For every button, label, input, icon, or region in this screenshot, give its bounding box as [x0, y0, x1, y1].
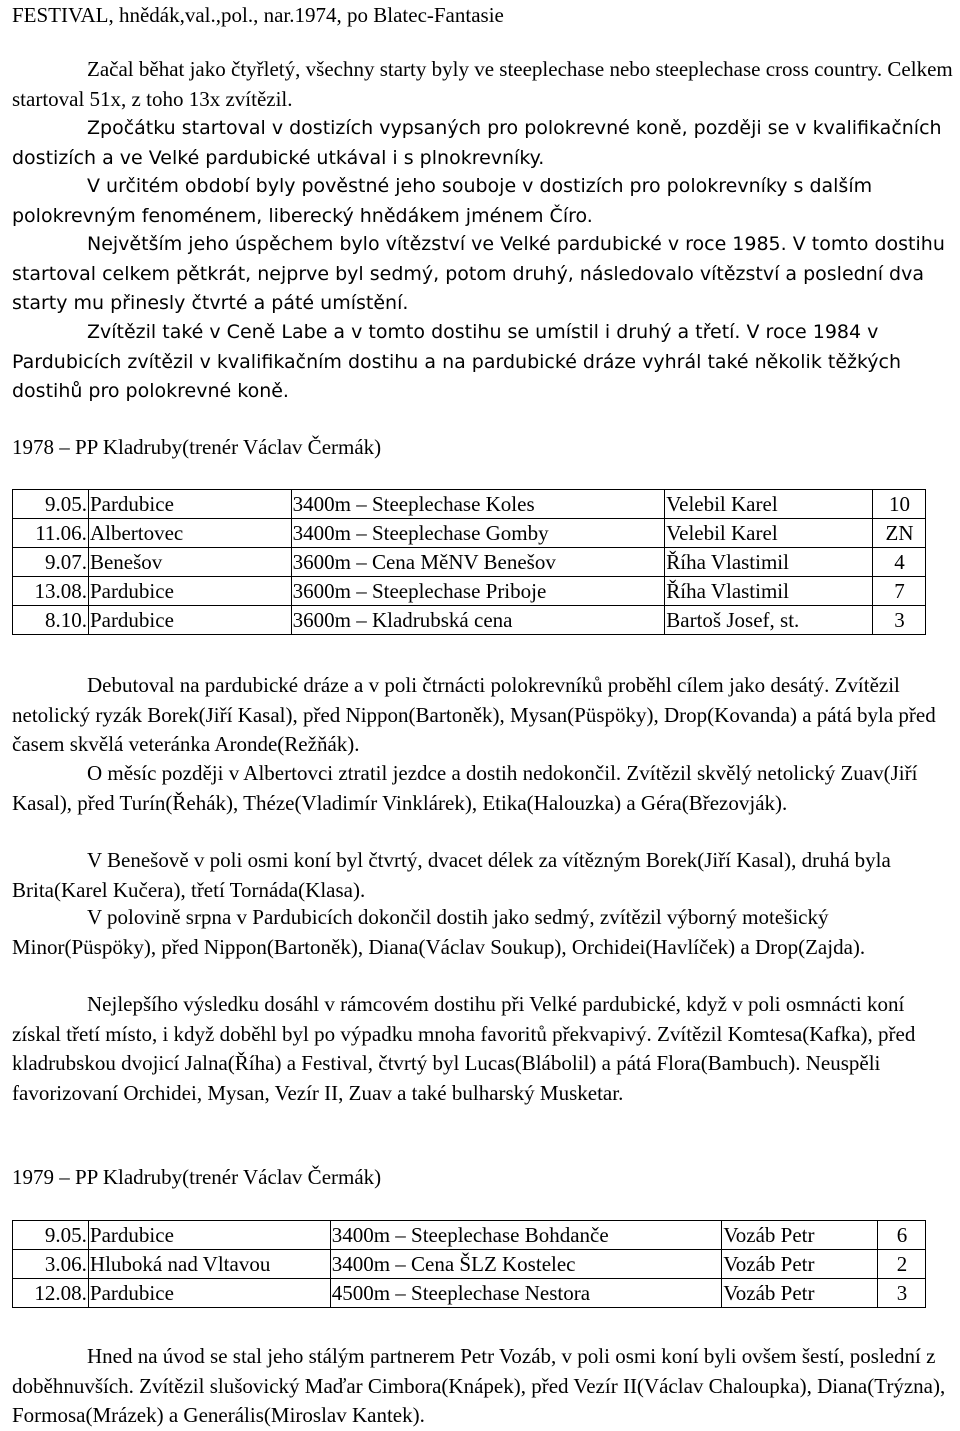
intro-paragraph-2: Zpočátku startoval v dostizích vypsaných pro polokrevné koně, později se v kvalifikačních dostizích a ve Velké pardubické utkával i s plnokrevníky.	[12, 117, 942, 169]
1978-paragraph-4: V polovině srpna v Pardubicích dokončil dostih jako sedmý, zvítězil výborný motešický Minor(Püspöky), před Nippon(Bartoněk), Diana(Václav Soukup), Orchidei(Havlíček) a Drop(Zajda).	[12, 905, 866, 959]
date-cell: 9.07.	[13, 548, 89, 577]
race-cell: 3600m – Steeplechase Priboje	[291, 577, 665, 606]
race-cell: 3400m – Steeplechase Koles	[291, 490, 665, 519]
place-cell: Hluboká nad Vltavou	[88, 1250, 330, 1279]
result-cell: 6	[878, 1221, 926, 1250]
document-title: FESTIVAL, hnědák,val.,pol., nar.1974, po Blatec-Fantasie	[12, 3, 504, 27]
race-cell: 3400m – Steeplechase Gomby	[291, 519, 665, 548]
race-cell: 3400m – Steeplechase Bohdanče	[330, 1221, 722, 1250]
1978-paragraph-2: O měsíc později v Albertovci ztratil jezdce a dostih nedokončil. Zvítězil skvělý netolický Zuav(Jiří Kasal), před Turín(Řehák), Théze(Vladimír Vinklárek), Etika(Halouzka) a Géra(Březovják).	[12, 761, 918, 815]
table-row	[13, 606, 926, 635]
jockey-cell: Vozáb Petr	[722, 1221, 878, 1250]
intro-paragraph-4: Největším jeho úspěchem bylo vítězství ve Velké pardubické v roce 1985. V tomto dostihu startoval celkem pětkrát, nejprve byl sedmý, potom druhý, následovalo vítězství a poslední dva starty mu přinesly čtvrté a páté umístění.	[12, 233, 945, 315]
result-cell: 2	[878, 1250, 926, 1279]
race-cell: 4500m – Steeplechase Nestora	[330, 1279, 722, 1308]
result-cell: 4	[873, 548, 926, 577]
season-1978-heading: 1978 – PP Kladruby(trenér Václav Čermák)	[12, 435, 382, 459]
date-cell: 9.05.	[13, 1221, 89, 1250]
table-row	[13, 1250, 926, 1279]
date-cell: 3.06.	[13, 1250, 89, 1279]
result-cell: 3	[878, 1279, 926, 1308]
intro-paragraph-1: Začal běhat jako čtyřletý, všechny starty byly ve steeplechase nebo steeplechase cross country. Celkem startoval 51x, z toho 13x zvítězil.	[12, 57, 953, 111]
1978-paragraph-3: V Benešově v poli osmi koní byl čtvrtý, dvacet délek za vítězným Borek(Jiří Kasal), druhá byla Brita(Karel Kučera), třetí Tornáda(Klasa).	[12, 848, 891, 902]
table-row	[13, 1279, 926, 1308]
table-row	[13, 519, 926, 548]
1978-paragraph-5: Nejlepšího výsledku dosáhl v rámcovém dostihu při Velké pardubické, když v poli osmnácti koní získal třetí místo, i když doběhl byl po výpadku mnoha favoritů překvapivý. Zvítězil Komtesa(Kafka), před kladrubskou dvojicí Jalna(Říha) a Festival, čtvrtý byl Lucas(Blábolil) a pátá Flora(Bambuch). Neuspěli favorizovaní Orchidei, Mysan, Vezír II, Zuav a také bulharský Musketar.	[12, 992, 916, 1105]
place-cell: Pardubice	[88, 490, 291, 519]
place-cell: Pardubice	[88, 1279, 330, 1308]
table-row	[13, 577, 926, 606]
table-row	[13, 490, 926, 519]
result-cell: 10	[873, 490, 926, 519]
table-row	[13, 548, 926, 577]
place-cell: Pardubice	[88, 606, 291, 635]
race-cell: 3400m – Cena ŠLZ Kostelec	[330, 1250, 722, 1279]
intro-paragraph-5: Zvítězil také v Ceně Labe a v tomto dostihu se umístil i druhý a třetí. V roce 1984 v Pardubicích zvítězil v kvalifikačním dostihu a na pardubické dráze vyhrál také několik těžkých dostihů pro polokrevné koně.	[12, 321, 902, 403]
jockey-cell: Bartoš Josef, st.	[665, 606, 873, 635]
jockey-cell: Říha Vlastimil	[665, 577, 873, 606]
race-cell: 3600m – Kladrubská cena	[291, 606, 665, 635]
1979-paragraph-1: Hned na úvod se stal jeho stálým partnerem Petr Vozáb, v poli osmi koní byli ovšem šestí, poslední z doběhnuvších. Zvítězil slušovický Maďar Cimbora(Knápek), před Vezír II(Václav Chaloupka), Diana(Trýzna), Formosa(Mrázek) a Generális(Miroslav Kantek).	[12, 1344, 946, 1428]
table-row	[13, 1221, 926, 1250]
place-cell: Albertovec	[88, 519, 291, 548]
date-cell: 8.10.	[13, 606, 89, 635]
season-1979-table	[12, 1220, 926, 1308]
intro-paragraph-3: V určitém období byly pověstné jeho souboje v dostizích pro polokrevníky s dalším polokrevným fenoménem, liberecký hnědákem jménem Číro.	[12, 175, 873, 227]
date-cell: 9.05.	[13, 490, 89, 519]
date-cell: 12.08.	[13, 1279, 89, 1308]
jockey-cell: Velebil Karel	[665, 519, 873, 548]
jockey-cell: Vozáb Petr	[722, 1250, 878, 1279]
place-cell: Benešov	[88, 548, 291, 577]
place-cell: Pardubice	[88, 1221, 330, 1250]
date-cell: 13.08.	[13, 577, 89, 606]
place-cell: Pardubice	[88, 577, 291, 606]
season-1979-heading: 1979 – PP Kladruby(trenér Václav Čermák)	[12, 1165, 382, 1189]
race-cell: 3600m – Cena MěNV Benešov	[291, 548, 665, 577]
season-1978-table	[12, 489, 926, 635]
result-cell: 7	[873, 577, 926, 606]
1978-paragraph-1: Debutoval na pardubické dráze a v poli čtrnácti polokrevníků proběhl cílem jako desátý. Zvítězil netolický ryzák Borek(Jiří Kasal), před Nippon(Bartoněk), Mysan(Püspöky), Drop(Kovanda) a pátá byla před časem skvělá veteránka Aronde(Režňák).	[12, 673, 936, 757]
jockey-cell: Říha Vlastimil	[665, 548, 873, 577]
result-cell: 3	[873, 606, 926, 635]
jockey-cell: Vozáb Petr	[722, 1279, 878, 1308]
result-cell: ZN	[873, 519, 926, 548]
jockey-cell: Velebil Karel	[665, 490, 873, 519]
date-cell: 11.06.	[13, 519, 89, 548]
